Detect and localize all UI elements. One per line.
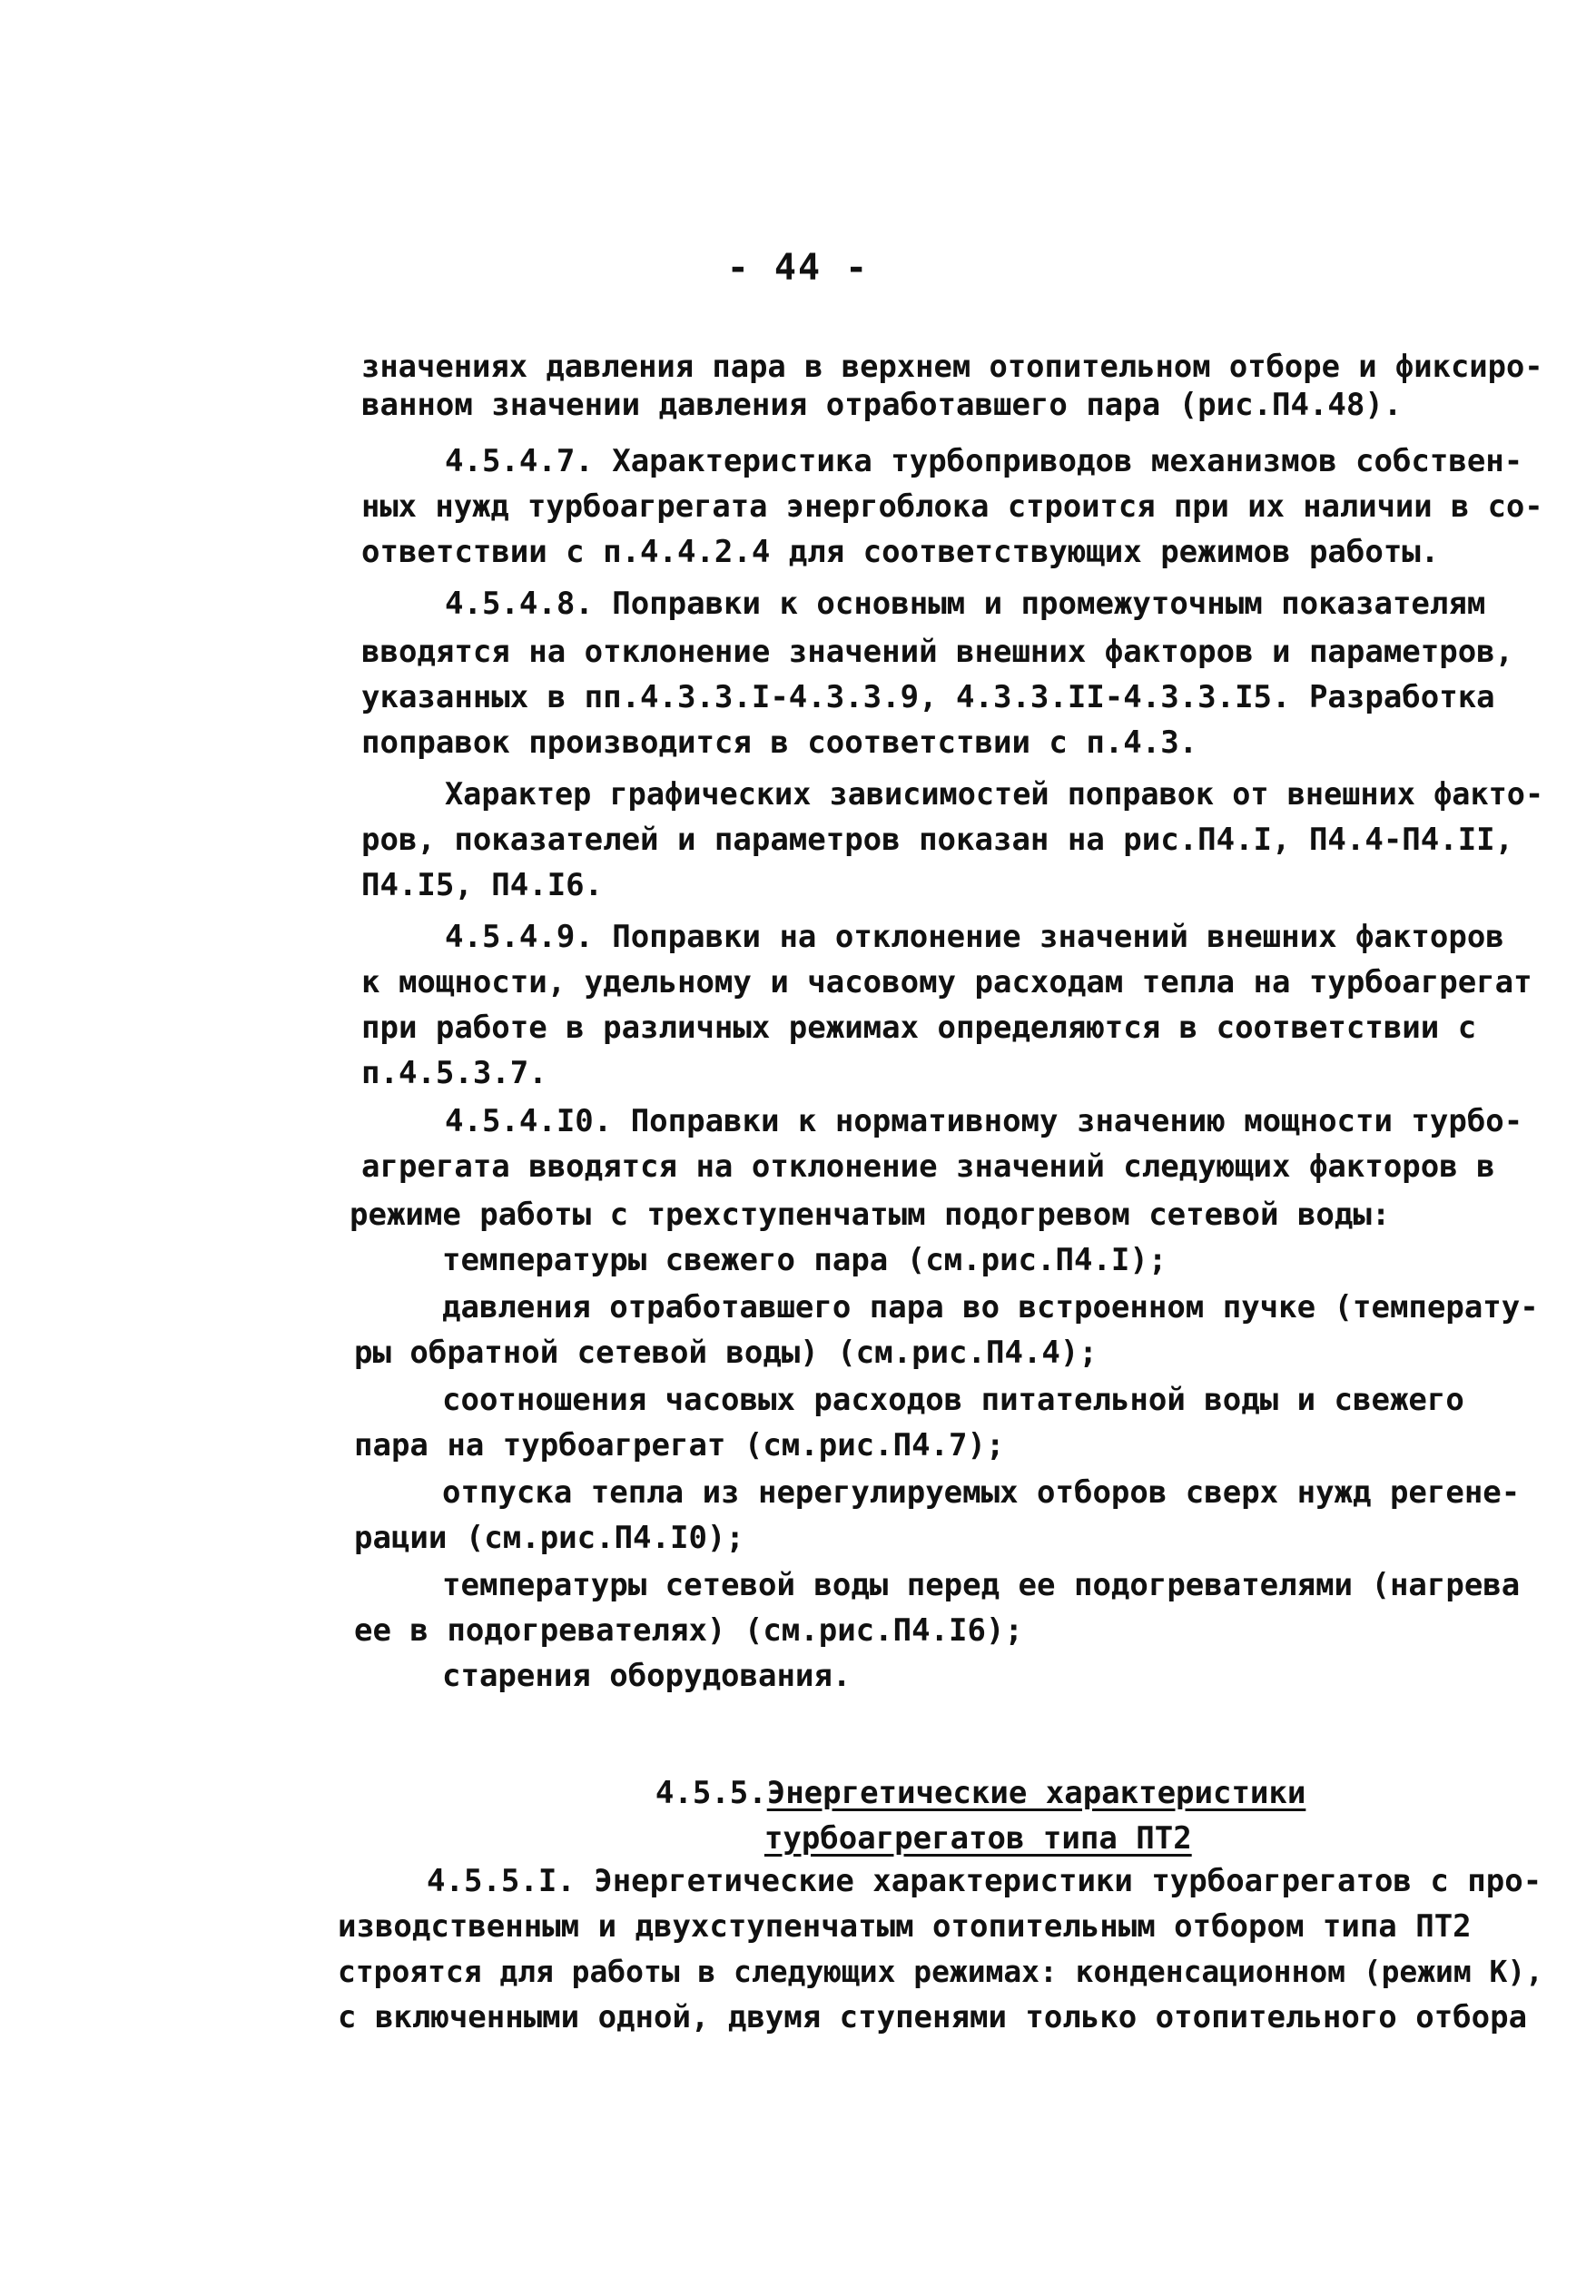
text-line: старения оборудования. (442, 1658, 852, 1694)
text-line: ры обратной сетевой воды) (см.рис.П4.4); (354, 1335, 1098, 1371)
text-line: при работе в различных режимах определяются в соответствии с (361, 1010, 1477, 1046)
text-line: ванном значении давления отработавшего пара (рис.П4.48). (361, 387, 1403, 423)
text-line: ответствии с п.4.4.2.4 для соответствующих режимов работы. (361, 534, 1440, 570)
text-line: ных нужд турбоагрегата энергоблока строится при их наличии в со- (361, 488, 1543, 524)
text-line: температуры сетевой воды перед ее подогревателями (нагрева (442, 1567, 1521, 1603)
text-line: 4.5.5.I. Энергетические характеристики турбоагрегатов с про- (427, 1863, 1542, 1899)
section-title-line-1: Энергетические характеристики (766, 1775, 1306, 1811)
text-line: 4.5.4.8. Поправки к основным и промежуточным показателям (445, 586, 1486, 622)
text-line: указанных в пп.4.3.3.I-4.3.3.9, 4.3.3.II-4.3.3.I5. Разработка (361, 679, 1495, 715)
text-line: давления отработавшего пара во встроенном пучке (температу- (442, 1289, 1539, 1325)
text-line: ров, показателей и параметров показан на рис.П4.I, П4.4-П4.II, (361, 822, 1514, 858)
text-line: режиме работы с трехступенчатым подогревом сетевой воды: (350, 1197, 1391, 1233)
text-line: температуры свежего пара (см.рис.П4.I); (442, 1242, 1167, 1278)
text-line: значениях давления пара в верхнем отопительном отборе и фиксиро- (361, 349, 1543, 384)
text-line: соотношения часовых расходов питательной воды и свежего (442, 1382, 1464, 1418)
text-line: п.4.5.3.7. (361, 1055, 547, 1091)
section-title-line-2: турбоагрегатов типа ПТ2 (764, 1820, 1192, 1857)
text-line: ее в подогревателях) (см.рис.П4.I6); (354, 1612, 1023, 1649)
text-line: поправок производится в соответствии с п.4.3. (361, 724, 1198, 761)
page-number: - 44 - (726, 247, 870, 289)
text-line: рации (см.рис.П4.I0); (354, 1520, 744, 1556)
text-line: строятся для работы в следующих режимах: конденсационном (режим К), (338, 1954, 1543, 1989)
text-line: П4.I5, П4.I6. (361, 867, 604, 903)
text-line: 4.5.4.I0. Поправки к нормативному значению мощности турбо- (445, 1103, 1523, 1139)
text-line: Характер графических зависимостей поправок от внешних факто- (445, 776, 1544, 812)
text-line: 4.5.4.7. Характеристика турбоприводов механизмов собствен- (445, 443, 1523, 479)
text-line: вводятся на отклонение значений внешних факторов и параметров, (361, 634, 1514, 670)
text-line: пара на турбоагрегат (см.рис.П4.7); (354, 1427, 1005, 1463)
text-line: к мощности, удельному и часовому расходам тепла на турбоагрегат (361, 964, 1532, 1000)
section-number: 4.5.5. (655, 1775, 767, 1811)
text-line: с включенными одной, двумя ступенями только отопительного отбора (338, 1999, 1528, 2035)
text-line: 4.5.4.9. Поправки на отклонение значений внешних факторов (445, 919, 1504, 955)
text-line: отпуска тепла из нерегулируемых отборов сверх нужд регене- (442, 1474, 1521, 1511)
text-line: изводственным и двухступенчатым отопительным отбором типа ПТ2 (338, 1908, 1472, 1945)
text-line: агрегата вводятся на отклонение значений следующих факторов в (361, 1148, 1495, 1185)
